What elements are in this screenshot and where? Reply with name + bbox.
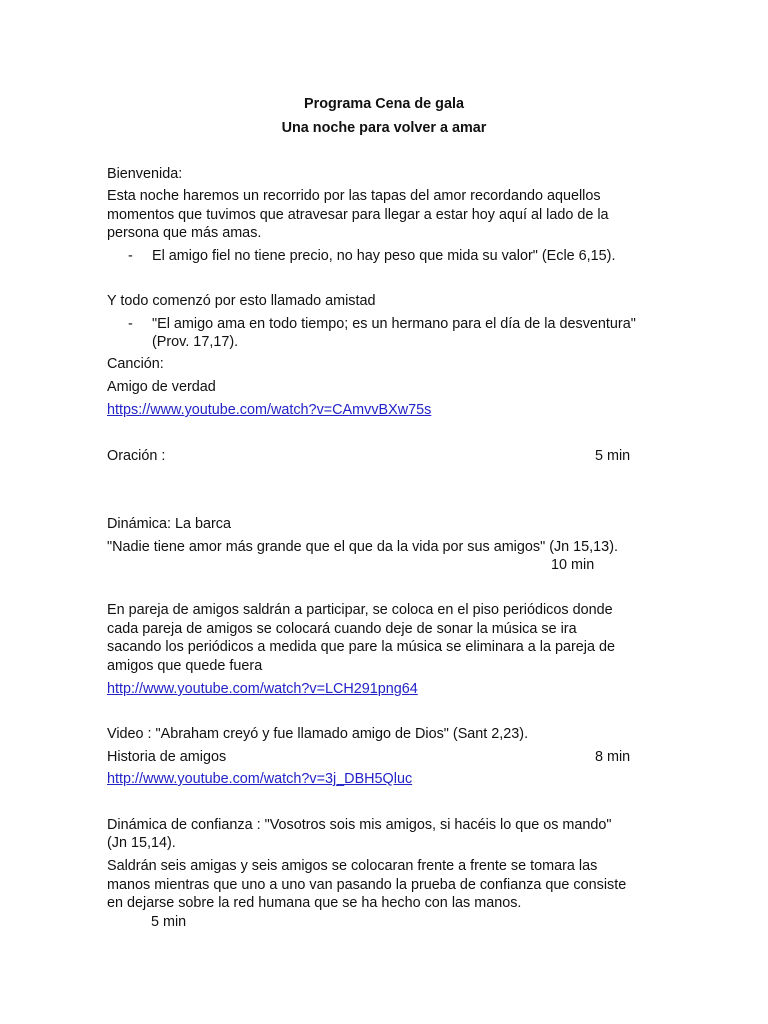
video-line: Video : "Abraham creyó y fue llamado amigo de Dios" (Sant 2,23). [107,726,529,742]
video-link-wrapper [107,770,412,788]
song-youtube-link[interactable]: https://www.youtube.com/watch?v=CAmvvBXw75s [107,402,432,418]
oracion-time: 5 min [595,448,631,464]
confianza-heading-line: (Jn 15,14). [107,835,176,851]
barca-link-wrapper [107,680,418,698]
bullet-dash: - [128,316,133,332]
amistad-bullet-line: (Prov. 17,17). [152,334,239,350]
song-title: Amigo de verdad [107,379,216,395]
program-subtitle: Una noche para volver a amar [281,120,487,136]
video-story: Historia de amigos [107,749,227,765]
video-youtube-link[interactable]: http://www.youtube.com/watch?v=3j_DBH5Qluc [107,771,413,787]
bienvenida-text-line: momentos que tuvimos que atravesar para llegar a estar hoy aquí al lado de la [107,207,609,223]
song-label: Canción: [107,356,164,372]
program-title: Programa Cena de gala [304,96,464,112]
confianza-desc-line: en dejarse sobre la red humana que se ha hecho con las manos. [107,895,522,911]
amistad-bullet-line: "El amigo ama en todo tiempo; es un hermano para el día de la desventura" [152,316,636,332]
barca-youtube-link[interactable]: http://www.youtube.com/watch?v=LCH291png64 [107,681,418,697]
oracion-label: Oración : [107,448,166,464]
barca-desc-line: cada pareja de amigos se colocará cuando deje de sonar la música se ira [107,621,577,637]
bullet-dash: - [128,248,133,264]
song-link-wrapper [107,401,431,419]
amistad-heading: Y todo comenzó por esto llamado amistad [107,293,376,309]
confianza-time: 5 min [151,914,187,930]
bienvenida-heading: Bienvenida: [107,166,183,182]
bienvenida-bullet: El amigo fiel no tiene precio, no hay peso que mida su valor" (Ecle 6,15). [152,248,616,264]
confianza-heading-line: Dinámica de confianza : "Vosotros sois mis amigos, si hacéis lo que os mando" [107,817,612,833]
barca-desc-line: amigos que quede fuera [107,658,263,674]
barca-quote: "Nadie tiene amor más grande que el que da la vida por sus amigos" (Jn 15,13). [107,539,618,555]
barca-desc-line: sacando los periódicos a medida que pare la música se eliminara a la pareja de [107,639,615,655]
confianza-desc-line: manos mientras que uno a uno van pasando la prueba de confianza que consiste [107,877,627,893]
barca-heading: Dinámica: La barca [107,516,231,532]
barca-desc-line: En pareja de amigos saldrán a participar, se coloca en el piso periódicos donde [107,602,613,618]
bienvenida-text-line: Esta noche haremos un recorrido por las tapas del amor recordando aquellos [107,188,601,204]
video-time: 8 min [595,749,631,765]
bienvenida-text-line: persona que más amas. [107,225,262,241]
barca-time: 10 min [551,557,595,573]
confianza-desc-line: Saldrán seis amigas y seis amigos se colocaran frente a frente se tomara las [107,858,598,874]
